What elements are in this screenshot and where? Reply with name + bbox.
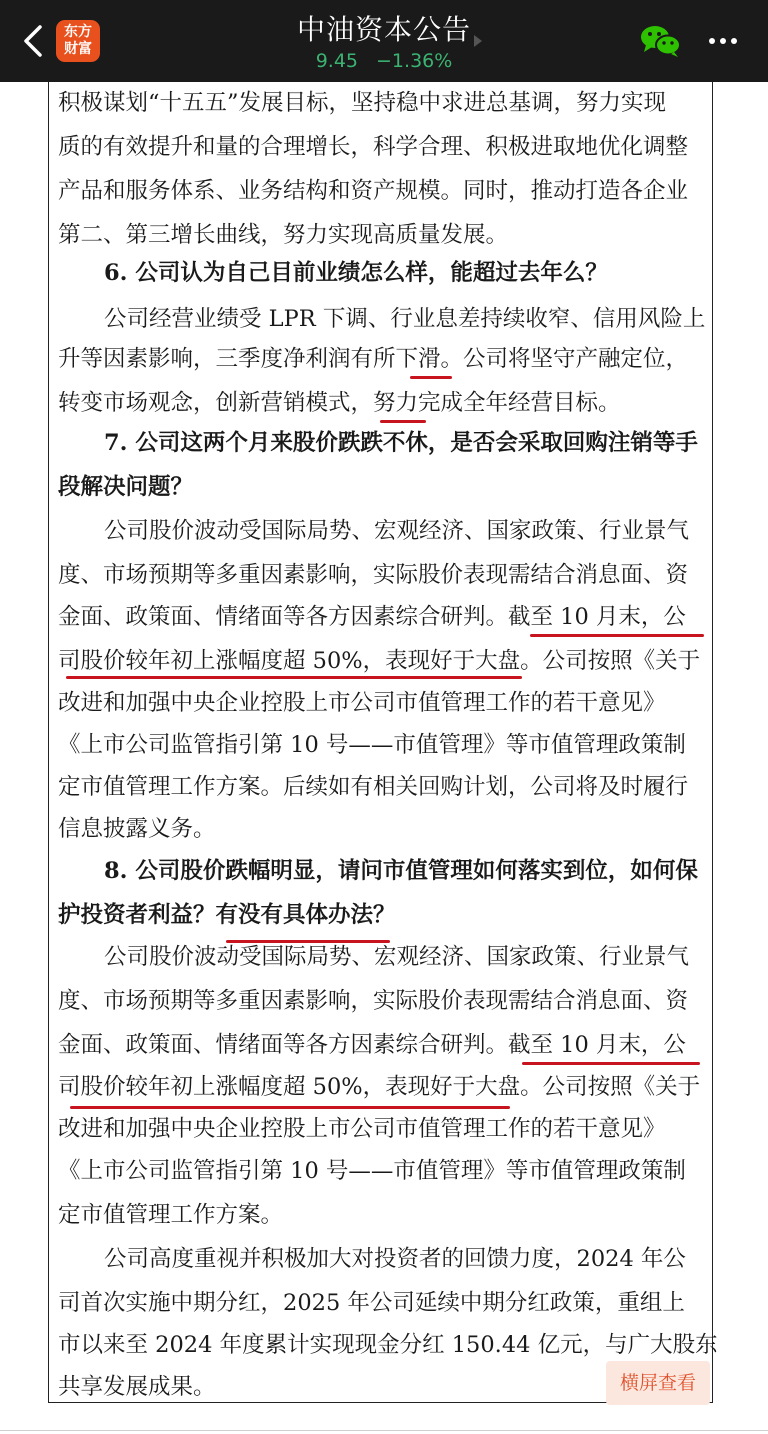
doc-line: 共享发展成果。 [58,1374,216,1400]
doc-line: 质的有效提升和量的合理增长，科学合理、积极进取地优化调整 [58,134,689,160]
doc-line: 公司股价波动受国际局势、宏观经济、国家政策、行业景气 [104,944,690,970]
doc-line: 度、市场预期等多重因素影响，实际股价表现需结合消息面、资 [58,562,689,588]
page-title: 中油资本公告 [296,13,471,46]
doc-line: 《上市公司监管指引第 10 号——市值管理》等市值管理政策制 [58,732,686,758]
doc-line: 度、市场预期等多重因素影响，实际股价表现需结合消息面、资 [58,988,689,1014]
logo-line-1: 东方 [64,24,92,40]
annotation-underline [530,634,704,637]
question-heading: 7. 公司这两个月来股价跌跌不休，是否会采取回购注销等手 [104,430,698,456]
caret-right-icon [473,34,483,48]
stock-change: −1.36% [376,50,453,72]
doc-line: 信息披露义务。 [58,816,216,842]
doc-line: 转变市场观念，创新营销模式，努力完成全年经营目标。 [58,390,621,416]
annotation-underline [70,1106,510,1109]
doc-line: 司首次实施中期分红，2025 年公司延续中期分红政策，重组上 [58,1290,685,1316]
doc-line: 《上市公司监管指引第 10 号——市值管理》等市值管理政策制 [58,1158,686,1184]
doc-line: 公司经营业绩受 LPR 下调、行业息差持续收窄、信用风险上 [104,306,706,332]
annotation-underline [522,1062,700,1065]
divider [0,1430,768,1431]
doc-line: 司股价较年初上涨幅度超 50%，表现好于大盘。公司按照《关于 [58,648,701,674]
annotation-underline [380,420,426,423]
wechat-share-icon[interactable] [640,24,682,58]
logo-line-2: 财富 [64,41,92,57]
doc-line: 积极谋划“十五五”发展目标，坚持稳中求进总基调，努力实现 [58,90,667,116]
doc-line: 改进和加强中央企业控股上市公司市值管理工作的若干意见》 [58,690,666,716]
question-heading: 段解决问题？ [58,474,194,500]
doc-line: 司股价较年初上涨幅度超 50%，表现好于大盘。公司按照《关于 [58,1074,701,1100]
doc-line: 产品和服务体系、业务结构和资产规模。同时，推动打造各企业 [58,178,689,204]
annotation-underline [66,676,522,679]
doc-line: 金面、政策面、情绪面等各方因素综合研判。截至 10 月末，公 [58,1032,686,1058]
doc-line: 改进和加强中央企业控股上市公司市值管理工作的若干意见》 [58,1116,666,1142]
more-options-icon[interactable] [708,37,738,45]
doc-line: 公司股价波动受国际局势、宏观经济、国家政策、行业景气 [104,518,690,544]
doc-line: 金面、政策面、情绪面等各方因素综合研判。截至 10 月末，公 [58,604,686,630]
landscape-view-button[interactable]: 横屏查看 [606,1361,710,1405]
doc-line: 升等因素影响，三季度净利润有所下滑。公司将坚守产融定位， [58,346,689,372]
question-heading: 8. 公司股价跌幅明显，请问市值管理如何落实到位，如何保 [104,858,698,884]
doc-line: 市以来至 2024 年度累计实现现金分红 150.44 亿元，与广大股东 [58,1332,718,1358]
stock-price: 9.45 [315,50,359,72]
top-bar [0,0,768,82]
annotation-underline [410,376,452,379]
question-heading: 6. 公司认为自己目前业绩怎么样，能超过去年么？ [104,260,608,286]
doc-line: 定市值管理工作方案。 [58,1202,284,1228]
doc-line: 公司高度重视并积极加大对投资者的回馈力度，2024 年公 [104,1246,686,1272]
doc-line: 定市值管理工作方案。后续如有相关回购计划，公司将及时履行 [58,774,689,800]
annotation-underline [226,940,390,943]
question-heading: 护投资者利益？有没有具体办法？ [58,902,396,928]
doc-line: 第二、第三增长曲线，努力实现高质量发展。 [58,222,509,248]
